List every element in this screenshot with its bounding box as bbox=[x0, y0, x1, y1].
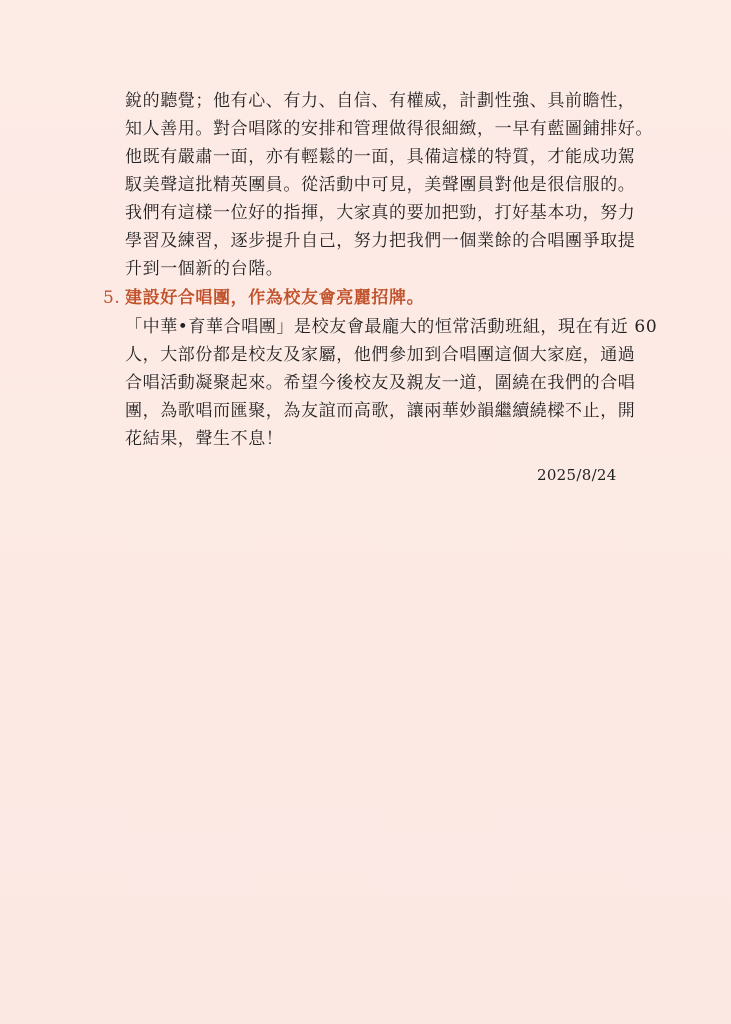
text-line: 他既有嚴肅一面，亦有輕鬆的一面，具備這樣的特質，才能成功駕 bbox=[125, 147, 636, 167]
text-line: 銳的聽覺；他有心、有力、自信、有權威，計劃性強、具前瞻性， bbox=[125, 91, 636, 111]
text-line: 合唱活動凝聚起來。希望今後校友及親友一道，圍繞在我們的合唱 bbox=[125, 373, 636, 393]
text-line: 馭美聲這批精英團員。從活動中可見，美聲團員對他是很信服的。 bbox=[125, 175, 636, 195]
text-line: 團，為歌唱而匯聚，為友誼而高歌，讓兩華妙韻繼續繞樑不止，開 bbox=[125, 401, 636, 421]
section-title: 建設好合唱團，作為校友會亮麗招牌。 bbox=[125, 288, 425, 308]
text-line: 我們有這樣一位好的指揮，大家真的要加把勁，打好基本功，努力 bbox=[125, 203, 636, 223]
text-line: 「中華•育華合唱團」是校友會最龐大的恒常活動班組，現在有近 60 bbox=[125, 317, 658, 337]
text-line: 升到一個新的台階。 bbox=[125, 259, 284, 279]
section-number: 5. bbox=[103, 288, 121, 308]
text-line: 知人善用。對合唱隊的安排和管理做得很細緻，一早有藍圖鋪排好。 bbox=[125, 119, 653, 139]
document-body bbox=[103, 87, 658, 453]
text-line: 人，大部份都是校友及家屬，他們參加到合唱團這個大家庭，通過 bbox=[125, 345, 636, 365]
text-line: 學習及練習，逐步提升自己，努力把我們一個業餘的合唱團爭取提 bbox=[125, 231, 636, 251]
paragraph-choir bbox=[125, 313, 658, 453]
section-heading-5 bbox=[103, 283, 631, 313]
paragraph-conductor bbox=[125, 87, 653, 283]
document-date: 2025/8/24 bbox=[537, 466, 617, 484]
text-line: 花結果，聲生不息！ bbox=[125, 429, 284, 449]
